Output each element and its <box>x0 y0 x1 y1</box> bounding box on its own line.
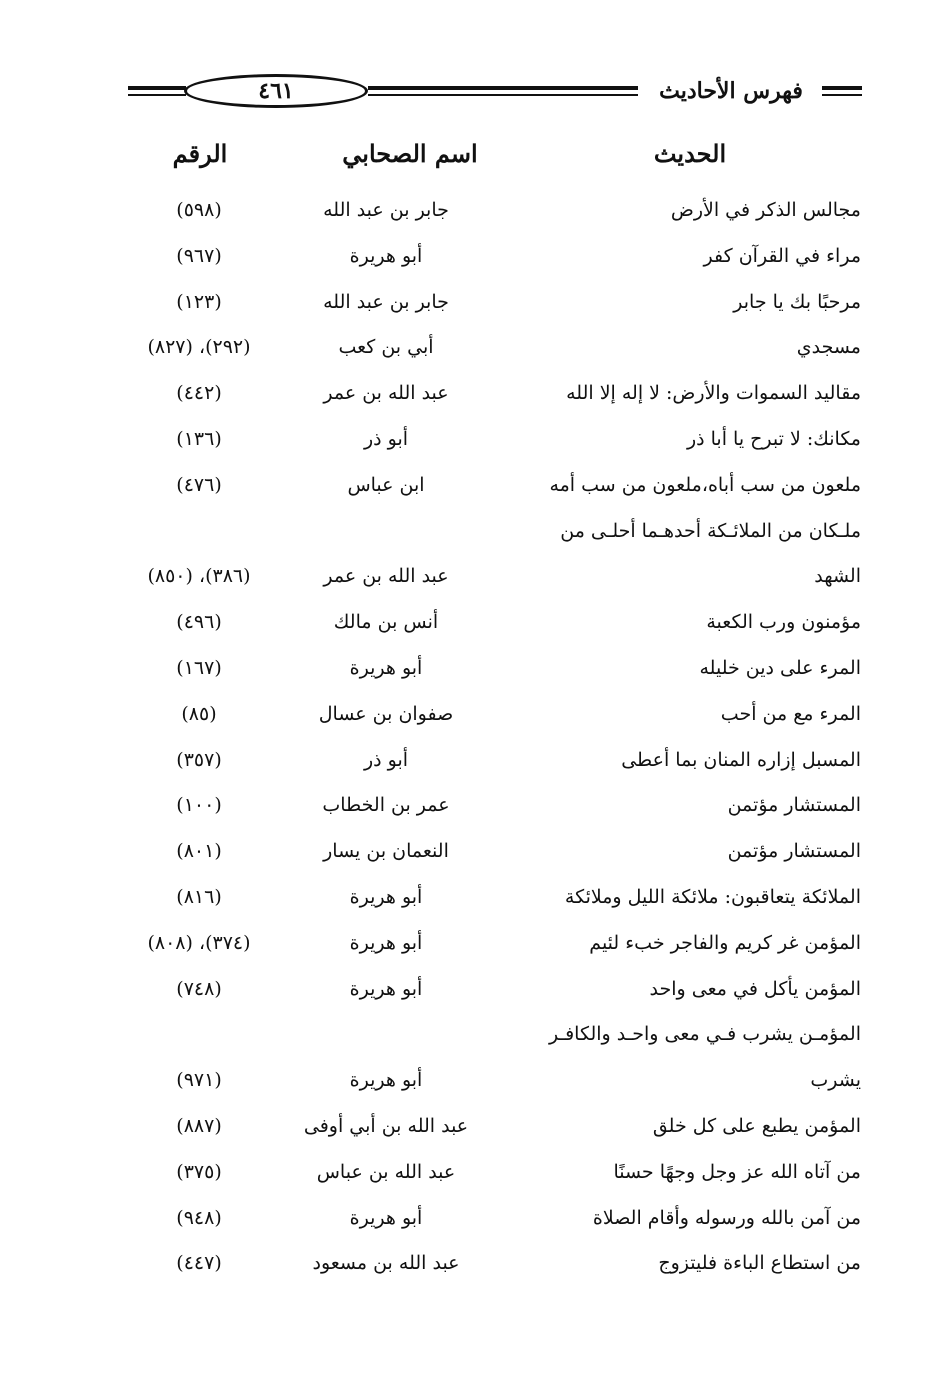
hadith-text: مكانك: لا تبرح يا أبا ذر <box>686 427 861 450</box>
hadith-text: مسجدي <box>796 336 861 359</box>
page-title: فهرس الأحاديث <box>659 78 803 104</box>
table-row <box>125 829 861 875</box>
companion-name: أبو هريرة <box>349 977 423 1000</box>
hadith-text: المؤمـن يشرب فـي معى واحـد والكافـر <box>549 1023 861 1046</box>
table-row <box>125 371 861 417</box>
hadith-number: (٩٧١) <box>176 1069 222 1092</box>
companion-name: عبد الله بن أبي أوفى <box>303 1114 469 1137</box>
hadith-text: المستشار مؤتمن <box>727 840 861 863</box>
companion-name: النعمان بن يسار <box>323 840 449 863</box>
hadith-text: الملائكة يتعاقبون: ملائكة الليل وملائكة <box>564 885 861 908</box>
hadith-number: (١٦٧) <box>176 656 222 679</box>
companion-name: أبو ذر <box>363 427 409 450</box>
hadith-number: (٣٧٤)، (٨٠٨) <box>147 931 251 954</box>
hadith-number: (٨٥) <box>181 702 217 725</box>
hadith-number: (٨٨٧) <box>176 1114 222 1137</box>
hadith-number: (١٠٠) <box>176 794 222 817</box>
hadith-number: (٩٦٧) <box>176 244 222 267</box>
table-row <box>125 417 861 463</box>
table-row <box>125 1104 861 1150</box>
companion-name: جابر بن عبد الله <box>323 290 449 313</box>
hadith-text: مرحبًا بك يا جابر <box>733 290 861 313</box>
header-rule-middle <box>368 86 638 96</box>
hadith-number: (١٣٦) <box>176 427 222 450</box>
companion-name: أبو هريرة <box>349 244 423 267</box>
hadith-number: (٢٩٢)، (٨٢٧) <box>147 336 251 359</box>
table-row <box>125 692 861 738</box>
hadith-text: ملعون من سب أباه،ملعون من سب أمه <box>549 473 861 496</box>
table-row <box>125 234 861 280</box>
table-row <box>125 1196 861 1242</box>
table-row <box>125 554 861 600</box>
companion-name: عبد الله بن عمر <box>323 382 449 405</box>
hadith-text: من استطاع الباءة فليتزوج <box>658 1252 861 1275</box>
companion-name: أنس بن مالك <box>333 611 439 634</box>
hadith-text: من آتاه الله عز وجل وجهًا حسنًا <box>613 1160 861 1183</box>
companion-name: أبو هريرة <box>349 656 423 679</box>
companion-name: أبو هريرة <box>349 1206 423 1229</box>
hadith-text: مجالس الذكر في الأرض <box>670 199 861 221</box>
table-row <box>125 1012 861 1058</box>
hadith-text: مؤمنون ورب الكعبة <box>706 611 861 634</box>
hadith-number: (٨٠١) <box>176 840 222 863</box>
table-row <box>125 280 861 326</box>
table-row <box>125 1150 861 1196</box>
companion-name: عبد الله بن عمر <box>323 565 449 588</box>
hadith-number: (٣٥٧) <box>176 748 222 771</box>
companion-name: أبو هريرة <box>349 1069 423 1092</box>
hadith-text: مقاليد السموات والأرض: لا إله إلا الله <box>566 382 861 405</box>
table-row <box>125 325 861 371</box>
hadith-number: (٧٤٨) <box>176 977 222 1000</box>
table-row <box>125 921 861 967</box>
companion-name: صفوان بن عسال <box>318 702 454 725</box>
companion-name: أبي بن كعب <box>338 336 434 359</box>
hadith-number <box>125 509 273 555</box>
hadith-text: مراء في القرآن كفر <box>703 244 861 267</box>
hadith-number: (٤٧٦) <box>176 473 222 496</box>
hadith-text: المؤمن غر كريم والفاجر خبء لئيم <box>589 931 861 954</box>
column-header-number: الرقم <box>172 139 228 168</box>
companion-name: أبو هريرة <box>349 931 423 954</box>
hadith-number: (٣٧٥) <box>176 1160 222 1183</box>
header-rule-left <box>128 86 186 96</box>
hadith-text: ملـكان من الملائـكة أحدهـما أحلـى من <box>560 519 861 542</box>
hadith-number: (٩٤٨) <box>176 1206 222 1229</box>
hadith-number: (٤٩٦) <box>176 611 222 634</box>
companion-name: أبو ذر <box>363 748 409 771</box>
table-row <box>125 463 861 509</box>
companion-name: ابن عباس <box>347 473 425 496</box>
hadith-number: (٤٤٧) <box>176 1252 222 1275</box>
hadith-number: (٥٩٨) <box>176 199 222 221</box>
companion-name: عبد الله بن عباس <box>316 1160 456 1183</box>
table-row <box>125 1241 861 1287</box>
companion-name: عبد الله بن مسعود <box>312 1252 460 1275</box>
hadith-number: (٨١٦) <box>176 885 222 908</box>
table-row <box>125 783 861 829</box>
hadith-number: (١٢٣) <box>176 290 222 313</box>
hadith-number: (٤٤٢) <box>176 382 222 405</box>
hadith-text: المستشار مؤتمن <box>727 794 861 817</box>
table-row <box>125 967 861 1013</box>
companion-name: جابر بن عبد الله <box>323 199 449 221</box>
hadith-text: المرء على دين خليله <box>699 656 861 679</box>
hadith-text: يشرب <box>810 1069 861 1092</box>
companion-name: أبو هريرة <box>349 885 423 908</box>
table-row <box>125 646 861 692</box>
table-row <box>125 600 861 646</box>
companion-name <box>291 1012 481 1058</box>
companion-name <box>291 509 481 555</box>
page-header <box>128 74 862 114</box>
hadith-text: من آمن بالله ورسوله وأقام الصلاة <box>592 1206 861 1229</box>
table-row <box>125 738 861 784</box>
header-rule-right <box>822 86 862 96</box>
page-number: ٤٦١ <box>184 74 368 108</box>
hadith-text: المؤمن يأكل في معى واحد <box>649 977 861 1000</box>
table-row <box>125 875 861 921</box>
companion-name: عمر بن الخطاب <box>322 794 450 817</box>
column-header-companion: اسم الصحابي <box>342 139 478 168</box>
hadith-index-table <box>125 188 861 1287</box>
hadith-text: المؤمن يطبع على كل خلق <box>652 1114 861 1137</box>
hadith-number: (٣٨٦)، (٨٥٠) <box>147 565 251 588</box>
hadith-number <box>125 1012 273 1058</box>
hadith-text: المسبل إزاره المنان بما أعطى <box>621 748 861 771</box>
column-header-hadith: الحديث <box>653 139 727 168</box>
table-row <box>125 1058 861 1104</box>
table-row <box>125 188 861 234</box>
hadith-text: الشهد <box>814 565 861 588</box>
table-row <box>125 509 861 555</box>
hadith-text: المرء مع من أحب <box>720 702 861 725</box>
